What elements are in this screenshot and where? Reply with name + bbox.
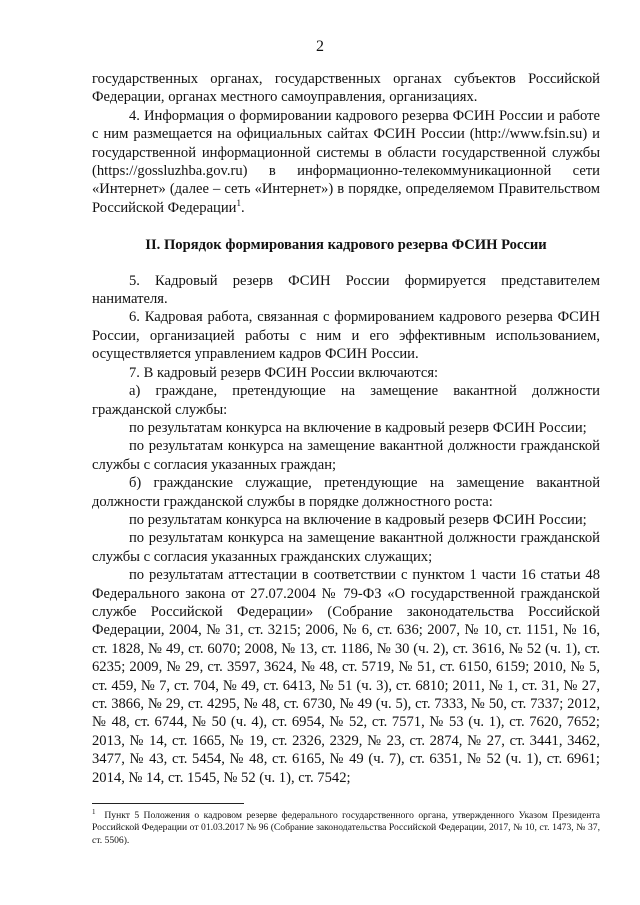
item-a: а) граждане, претендующие на замещение вакантной должности гражданской службы: <box>92 383 600 418</box>
page-number: 2 <box>316 38 324 55</box>
item-b-3: по результатам аттестации в соответствии с пунктом 1 части 16 статьи 48 Федерального закона от 27.07.2004 № 79-ФЗ «О государственной гражданской службе Российской Федерации» (Собрание законодательства Российской Федерации, 2004, № 31, ст. 3215; 2006, № 6, ст. 636; 2007, № 10, ст. 1151, № 16, ст. 1828, № 49, ст. 6070; 2008, № 13, ст. 1186, № 30 (ч. 2), ст. 3616, № 52 (ч. 1), ст. 6235; 2009, № 29, ст. 3597, 3624, № 48, ст. 5719, № 51, ст. 6150, 6159; 2010, № 5, ст. 459, № 7, ст. 704, № 49, ст. 6413, № 51 (ч. 3), ст. 6810; 2011, № 1, ст. 31, № 27, ст. 3866, № 29, ст. 4295, № 48, ст. 6730, № 49 (ч. 5), ст. 7333, № 50, ст. 7337; 2012, № 48, ст. 6744, № 50 (ч. 4), ст. 6954, № 52, ст. 7571, № 53 (ч. 1), ст. 7620, 7652; 2013, № 14, ст. 1665, № 19, ст. 2326, 2329, № 23, ст. 2874, № 27, ст. 3441, 3462, 3477, № 43, ст. 5454, № 48, ст. 6165, № 49 (ч. 7), ст. 6351, № 52 (ч. 1), ст. 6961; 2014, № 14, ст. 1545, № 52 (ч. 1), ст. 7542; <box>92 567 600 786</box>
footnote-divider <box>92 803 244 804</box>
item-b: б) гражданские служащие, претендующие на замещение вакантной должности гражданской службы в порядке должностного роста: <box>92 475 600 510</box>
paragraph-5: 5. Кадровый резерв ФСИН России формируется представителем нанимателя. <box>92 272 600 308</box>
footnote-marker: 1 <box>92 807 96 816</box>
footnote-text: Пункт 5 Положения о кадровом резерве федерального государственного органа, утвержденного Указом Президента Российской Федерации от 01.03.2017 № 96 (Собрание законодательства Российской Федерации, 2017, № 10, ст. 1473, № 37, ст. 5506). <box>92 810 600 846</box>
item-b-2: по результатам конкурса на замещение вакантной должности гражданской службы с согласия указанных гражданских служащих; <box>92 530 600 565</box>
paragraph-continuation: государственных органах, государственных органах субъектов Российской Федерации, органах местного самоуправления, организациях. <box>92 71 600 106</box>
document-body <box>92 70 600 787</box>
paragraph-4: 4. Информация о формировании кадрового резерва ФСИН России и работе с ним размещается на официальных сайтах ФСИН России (http://www.fsin.su) и государственной информационной системы в области государственной службы (https://gossluzhba.gov.ru) в информационно-телекоммуникационной сети «Интернет» (далее – сеть «Интернет») в порядке, определяемом Правительством Российской Федерации$^1$. <box>92 107 600 216</box>
paragraph-6: 6. Кадровая работа, связанная с формированием кадрового резерва ФСИН России, организацией работы с ним и его эффективным использованием, осуществляется управлением кадров ФСИН России. <box>92 309 600 363</box>
paragraph-4-text: 4. Информация о формировании кадрового резерва ФСИН России и работе с ним размещается на официальных сайтах ФСИН России (http://www.fsin.su) и государственной информационной системы в области государственной службы (https://gossluzhba.gov.ru) в информационно-телекоммуникационной сети «Интернет» (далее – сеть «Интернет») в порядке, определяемом Правительством Российской Федерации <box>92 107 600 216</box>
footnote <box>92 807 600 847</box>
item-a-1: по результатам конкурса на включение в кадровый резерв ФСИН России; <box>129 419 587 436</box>
item-b-1: по результатам конкурса на включение в кадровый резерв ФСИН России; <box>129 511 587 528</box>
section-heading: II. Порядок формирования кадрового резерва ФСИН России <box>145 237 547 254</box>
paragraph-7: 7. В кадровый резерв ФСИН России включаются: <box>129 364 439 381</box>
item-a-2: по результатам конкурса на замещение вакантной должности гражданской службы с согласия указанных граждан; <box>92 438 600 473</box>
footnote-reference: 1 <box>236 197 241 208</box>
